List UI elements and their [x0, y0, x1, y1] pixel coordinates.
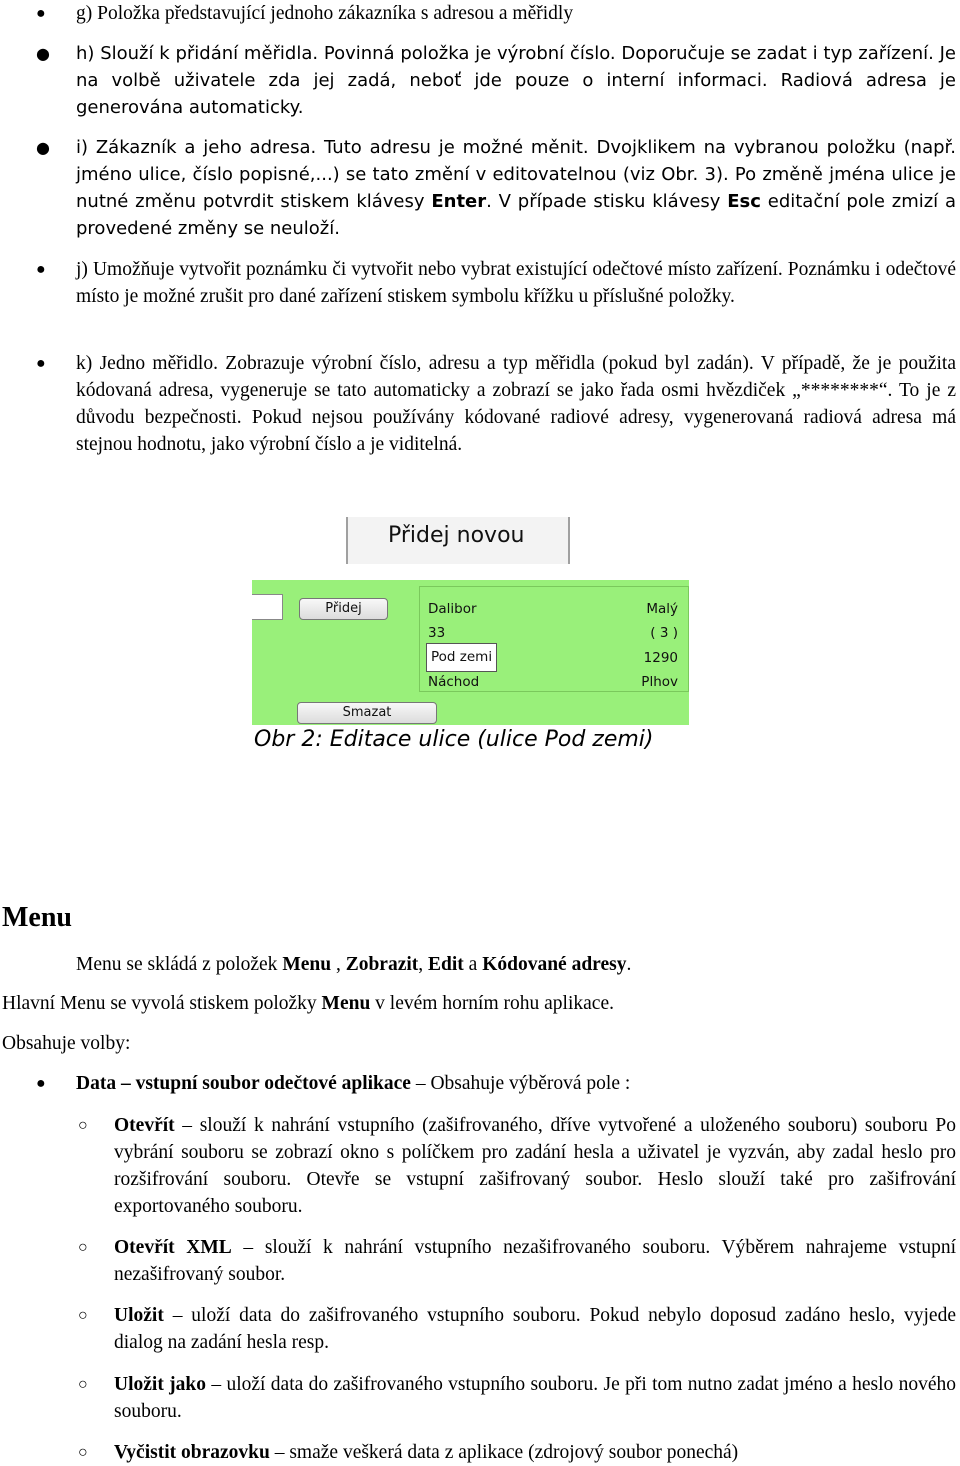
bullet-icon: ● — [36, 138, 50, 157]
list-item-i: ● i) Zákazník a jeho adresa. Tuto adresu je možné měnit. Dvojklikem na vybranou položku (např. jméno ulice, číslo popisné,...) se tato změní v editovatelnou (viz Obr. 3). Po změně jména ulice je nutné změnu potvrdit stiskem klávesy Enter. V případe stisku klávesy Esc editační pole zmizí a provedené změny se neuloží. — [0, 134, 960, 242]
figure-caption: Obr 2: Editace ulice (ulice Pod zemi) — [254, 727, 654, 752]
main-menu-text: Hlavní Menu se vyvolá stiskem položky Menu v levém horním rohu aplikace. — [2, 993, 614, 1014]
add-new-button[interactable]: Přidej novou — [388, 523, 525, 548]
menu-intro: Menu se skládá z položek Menu , Zobrazit, Edit a Kódované adresy. — [76, 954, 632, 975]
delete-button[interactable]: Smazat — [297, 702, 437, 724]
list-item[interactable]: Náchod Plhov — [428, 674, 678, 690]
circle-bullet-icon: ○ — [78, 1307, 88, 1324]
list-item-h: ● h) Slouží k přidání měřidla. Povinná položka je výrobní číslo. Doporučuje se zadat i typ zařízení. Je na volbě uživatele zda jej zadá, neboť jde pouze o interní informaci. Radiová adresa je generována automaticky. — [0, 40, 960, 121]
list-item[interactable]: Dalibor Malý — [428, 601, 678, 617]
figure-green-panel — [252, 580, 689, 725]
figure-input-field[interactable] — [252, 594, 283, 620]
circle-bullet-icon: ○ — [78, 1444, 88, 1461]
figure-street-edit — [252, 517, 689, 725]
list-item-k: ● k) Jedno měřidlo. Zobrazuje výrobní číslo, adresu a typ měřidla (pokud byl zadán). V případě, že je použita kódovaná adresa, vygeneruje se tato automaticky a zobrazí se jako řada osmi hvězdiček „********“. To je z důvodu bezpečnosti. Pokud nejsou používány kódované radiové adresy, vygenerovaná radiová adresa má stejnou hodnotu, jako výrobní číslo a je viditelná. — [0, 350, 960, 458]
bullet-icon: ● — [36, 5, 46, 22]
street-edit-field[interactable]: Pod zemi 1290 — [420, 642, 688, 664]
figure-top-panel — [346, 517, 570, 564]
bullet-icon: ● — [36, 44, 50, 63]
circle-bullet-icon: ○ — [78, 1376, 88, 1393]
contains-text: Obsahuje volby: — [2, 1033, 131, 1054]
meter-detail-list — [419, 586, 689, 692]
bullet-icon: ● — [36, 355, 46, 372]
subitem-clear: ○ Vyčistit obrazovku – smaže veškerá data z aplikace (zdrojový soubor ponechá) — [0, 1439, 960, 1466]
list-item-data: ● Data – vstupní soubor odečtové aplikace – Obsahuje výběrová pole : — [0, 1070, 960, 1097]
circle-bullet-icon: ○ — [78, 1117, 88, 1134]
bullet-icon: ● — [36, 261, 46, 278]
subitem-open-xml: ○ Otevřít XML – slouží k nahrání vstupního nezašifrovaného souboru. Výběrem nahrajeme vstupní nezašifrovaný soubor. — [0, 1234, 960, 1288]
list-item[interactable]: 33 ( 3 ) — [428, 625, 678, 641]
subitem-save-as: ○ Uložit jako – uloží data do zašifrovaného vstupního souboru. Je při tom nutno zadat jméno a heslo nového souboru. — [0, 1371, 960, 1425]
subitem-save: ○ Uložit – uloží data do zašifrovaného vstupního souboru. Pokud nebylo doposud zadáno heslo, vyjede dialog na zadání hesla resp. — [0, 1302, 960, 1356]
circle-bullet-icon: ○ — [78, 1239, 88, 1256]
bullet-icon: ● — [36, 1075, 46, 1092]
add-button[interactable]: Přidej — [299, 598, 388, 620]
list-item-j: ● j) Umožňuje vytvořit poznámku či vytvořit nebo vybrat existující odečtové místo zařízení. Poznámku i odečtové místo je možné zrušit pro dané zařízení stiskem symbolu křížku u příslušné položky. — [0, 256, 960, 310]
list-item-g: ● g) Položka představující jednoho zákazníka s adresou a měřidly — [0, 0, 960, 27]
section-heading-menu: Menu — [2, 902, 72, 933]
subitem-open: ○ Otevřít – slouží k nahrání vstupního (zašifrovaného, dříve vytvořené a uloženého souboru) souboru Po vybrání souboru se zobrazí okno s políčkem pro zadání hesla a uživatel je vyzván, aby zadal heslo pro rozšifrování souboru. Otevře se vstupní zašifrovaný soubor. Heslo slouží také pro zašifrování exportovaného souboru. — [0, 1112, 960, 1220]
